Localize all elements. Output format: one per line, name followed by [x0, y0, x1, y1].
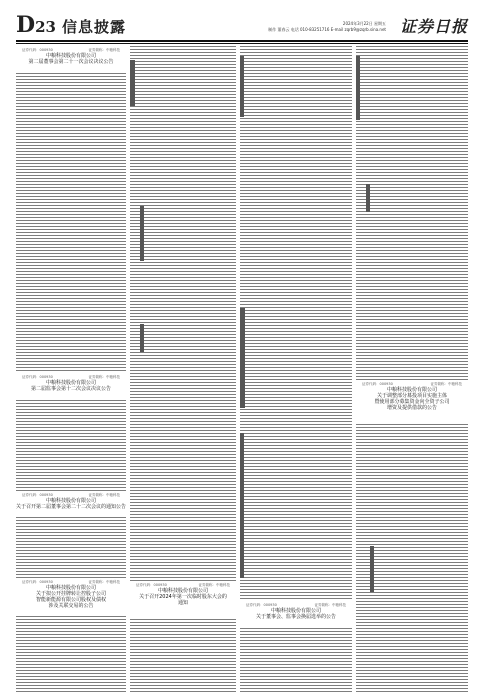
stock-code: 证券代码：000930 — [22, 48, 53, 52]
announcement-title: 第二届监事会第十二次会议决议公告 — [30, 386, 111, 392]
page-letter: D — [16, 12, 36, 38]
data-table — [140, 206, 144, 261]
announcement-company: 中粮科技股份有限公司 — [45, 498, 96, 504]
announcement-title-line-2: 智能新能源有限公司股权及债权 — [35, 597, 106, 603]
stock-abbr: 证券简称：中粮科技 — [198, 583, 230, 587]
page-header — [16, 14, 468, 38]
announcement-heading — [130, 581, 236, 619]
data-table — [356, 56, 360, 120]
announcement-title: 第二届董事会第二十一次会议决议公告 — [28, 59, 114, 65]
stock-code: 证券代码：000930 — [22, 580, 53, 584]
stock-abbr: 证券简称：中粮科技 — [430, 382, 462, 386]
announcement-heading — [356, 380, 468, 422]
data-table — [240, 433, 244, 578]
column-2 — [130, 46, 236, 694]
announcement-heading — [16, 578, 126, 616]
stock-abbr: 证券简称：中粮科技 — [314, 603, 346, 607]
announcement-company: 中粮科技股份有限公司 — [45, 53, 96, 59]
date-line: 2024年3月22日 星期五 — [342, 21, 386, 26]
editor-line: 制作 董春云 电话 010-83251716 E-mail zqrb9@zqrb.sina.net — [268, 27, 386, 32]
announcement-heading — [16, 46, 126, 72]
announcement-title: 关于董事会、监事会换届选举的公告 — [255, 614, 336, 620]
page-number — [16, 14, 56, 38]
data-table — [130, 60, 135, 106]
data-table — [140, 324, 144, 352]
announcement-company: 中粮科技股份有限公司 — [45, 585, 96, 591]
stock-abbr: 证券简称：中粮科技 — [88, 48, 120, 52]
column-1 — [16, 46, 126, 694]
data-table — [366, 184, 370, 212]
announcement-company: 中粮科技股份有限公司 — [45, 380, 96, 386]
announcement-heading — [16, 373, 126, 399]
column-4 — [356, 46, 468, 694]
stock-abbr: 证券简称：中粮科技 — [88, 580, 120, 584]
announcement-heading — [240, 601, 352, 627]
stock-code: 证券代码：000930 — [246, 603, 277, 607]
section-title: 信息披露 — [62, 18, 127, 36]
data-table — [240, 308, 245, 408]
data-table — [240, 56, 244, 117]
page-number-digits: 23 — [35, 18, 56, 36]
stock-code: 证券代码：000930 — [362, 382, 393, 386]
announcement-company: 中粮科技股份有限公司 — [157, 588, 208, 594]
data-table — [370, 546, 374, 592]
column-3 — [240, 46, 352, 694]
announcement-title-line-2: 暨使用部分募集资金向全资子公司 — [374, 399, 450, 405]
announcement-title: 关于拟公开挂牌转让控股子公司 — [35, 591, 106, 597]
stock-code: 证券代码：000930 — [22, 493, 53, 497]
announcement-title-line-3: 涉及关联交易的公告 — [48, 603, 94, 609]
newspaper-logo: 证券日报 — [399, 17, 468, 36]
announcement-title: 关于调整部分募投项目实施主体 — [376, 393, 447, 399]
header-rule-thin — [16, 43, 468, 44]
announcement-company: 中粮科技股份有限公司 — [270, 608, 321, 614]
header-rule — [16, 40, 468, 42]
announcement-title-line-3: 增资及提供借款的公告 — [386, 405, 437, 411]
stock-abbr: 证券简称：中粮科技 — [88, 375, 120, 379]
stock-code: 证券代码：000930 — [136, 583, 167, 587]
announcement-title: 关于召开第二届董事会第二十二次会议的通知公告 — [16, 504, 126, 510]
stock-abbr: 证券简称：中粮科技 — [88, 493, 120, 497]
announcement-heading — [16, 491, 126, 517]
announcement-title: 关于召开2024年第一次临时股东大会的 — [139, 594, 227, 600]
stock-code: 证券代码：000930 — [22, 375, 53, 379]
announcement-title-line-2: 通知 — [177, 600, 188, 606]
announcement-company: 中粮科技股份有限公司 — [386, 387, 437, 393]
